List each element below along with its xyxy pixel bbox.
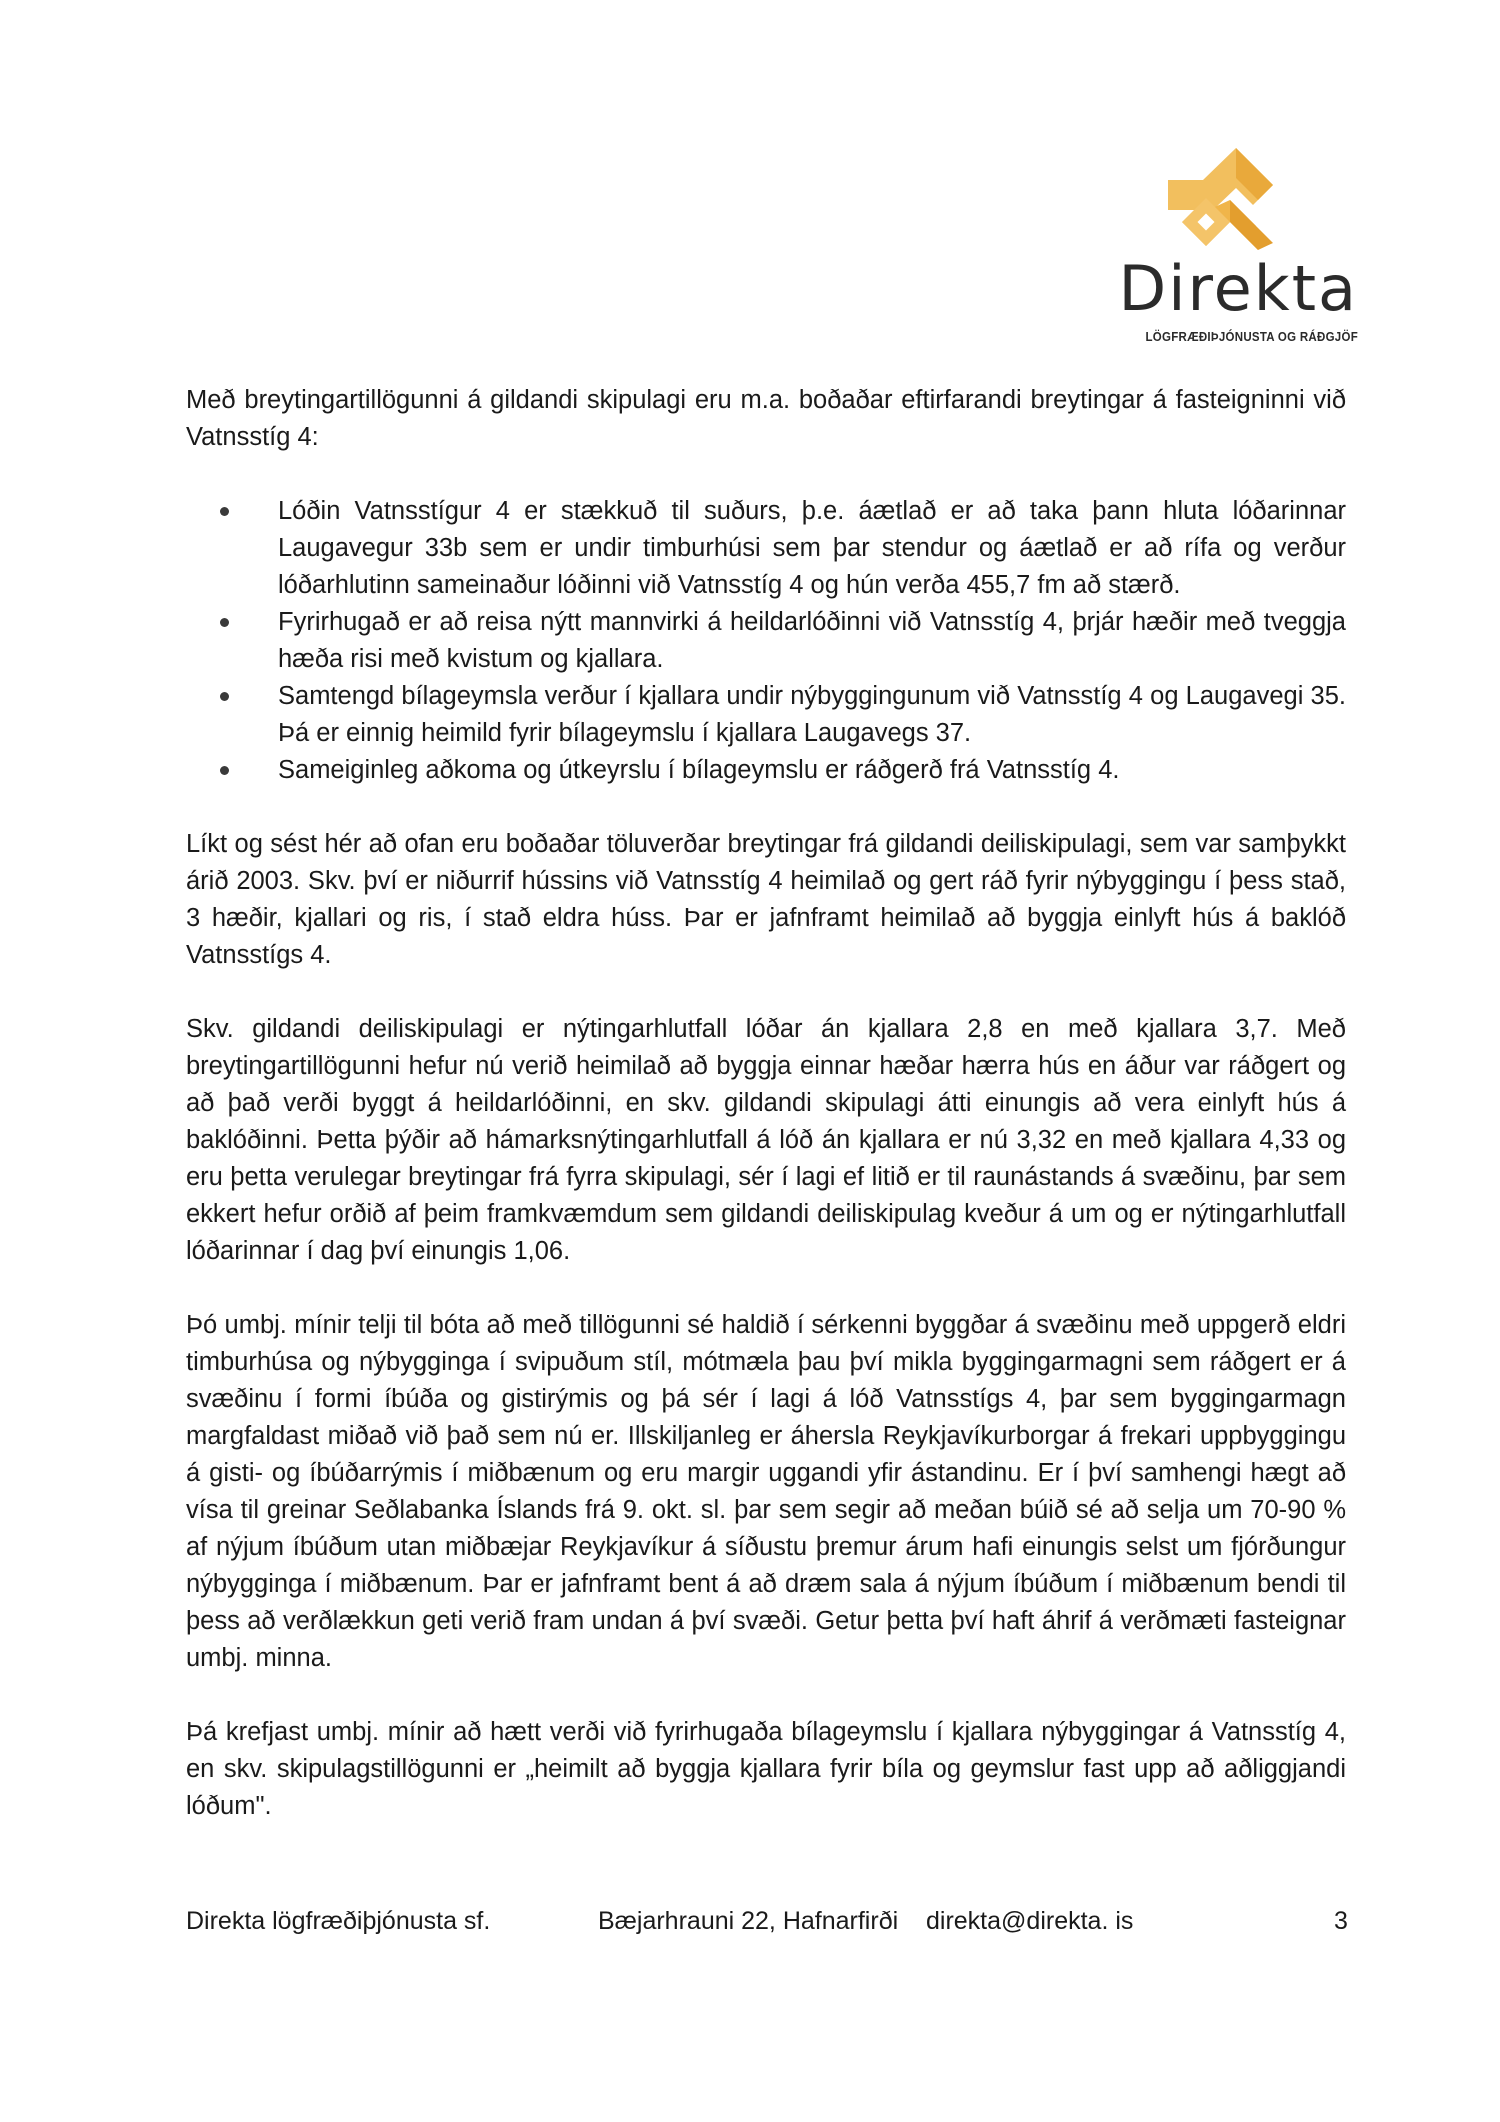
footer-company: Direkta lögfræðiþjónusta sf. — [186, 1907, 491, 1935]
footer-address: Bæjarhrauni 22, Hafnarfirði — [598, 1907, 899, 1935]
paragraph-utilization-ratio: Skv. gildandi deiliskipulagi er nýtingarhlutfall lóðar án kjallara 2,8 en með kjallara 3,7. Með breytingartillögunni hefur nú verið heimilað að byggja einnar hæðar hærra hús en áður var ráðgert og að það verði byggt á heildarlóðinni, en skv. gildandi skipulagi átti einungis að vera einlyft hús á baklóðinni. Þetta þýðir að hámarksnýtingarhlutfall á lóð án kjallara er nú 3,32 en með kjallara 4,33 og eru þetta verulegar breytingar frá fyrra skipulagi, sér í lagi ef litið er til raunástands á svæðinu, þar sem ekkert hefur orðið af þeim framkvæmdum sem gildandi deiliskipulag kveður á um og er nýtingarhlutfall lóðarinnar í dag því einungis 1,06. — [186, 1015, 1346, 1265]
bullet-icon — [220, 507, 229, 516]
list-item: Samtengd bílageymsla verður í kjallara undir nýbyggingunum við Vatnsstíg 4 og Laugavegi 35. Þá er einnig heimild fyrir bílageymslu í kjallara Laugavegs 37. — [278, 678, 1346, 752]
footer-email[interactable]: direkta@direkta. is — [926, 1907, 1134, 1935]
bullet-icon — [220, 692, 229, 701]
page-number: 3 — [1334, 1907, 1348, 1935]
logo-tagline: LÖGFRÆÐIÞJÓNUSTA OG RÁÐGJÖF — [1145, 330, 1358, 344]
change-list — [186, 493, 1346, 789]
logo-name: Direkta — [1118, 252, 1358, 325]
direkta-house-logo-icon — [1138, 140, 1308, 260]
letter-body — [186, 382, 1346, 1825]
company-logo — [1108, 140, 1358, 350]
list-item: Fyrirhugað er að reisa nýtt mannvirki á heildarlóðinni við Vatnsstíg 4, þrjár hæðir með tveggja hæða risi með kvistum og kjallara. — [278, 604, 1346, 678]
paragraph-zoning-changes: Líkt og sést hér að ofan eru boðaðar töluverðar breytingar frá gildandi deiliskipulagi, sem var samþykkt árið 2003. Skv. því er niðurrif hússins við Vatnsstíg 4 heimilað og gert ráð fyrir nýbyggingu í þess stað, 3 hæðir, kjallari og ris, í stað eldra húss. Þar er jafnframt heimilað að byggja einlyft hús á baklóð Vatnsstígs 4. — [186, 830, 1346, 969]
list-item: Lóðin Vatnsstígur 4 er stækkuð til suðurs, þ.e. áætlað er að taka þann hluta lóðarinnar Laugavegur 33b sem er undir timburhúsi sem þar stendur og áætlað er að rífa og verður lóðarhlutinn sameinaður lóðinni við Vatnsstíg 4 og hún verða 455,7 fm að stærð. — [278, 493, 1346, 604]
bullet-icon — [220, 618, 229, 627]
bullet-icon — [220, 766, 229, 775]
page-footer — [186, 1907, 1346, 1947]
intro-paragraph: Með breytingartillögunni á gildandi skipulagi eru m.a. boðaðar eftirfarandi breytingar á fasteigninni við Vatnsstíg 4: — [186, 386, 1346, 451]
list-item: Sameiginleg aðkoma og útkeyrslu í bílageymslu er ráðgerð frá Vatnsstíg 4. — [278, 752, 1346, 789]
paragraph-demand: Þá krefjast umbj. mínir að hætt verði við fyrirhugaða bílageymslu í kjallara nýbyggingar á Vatnsstíg 4, en skv. skipulagstillögunni er „heimilt að byggja kjallara fyrir bíla og geymslur fast upp að aðliggjandi lóðum". — [186, 1718, 1346, 1820]
paragraph-objection: Þó umbj. mínir telji til bóta að með tillögunni sé haldið í sérkenni byggðar á svæðinu með uppgerð eldri timburhúsa og nýbygginga í svipuðum stíl, mótmæla þau því mikla byggingarmagni sem ráðgert er á svæðinu í formi íbúða og gistirýmis og þá sér í lagi á lóð Vatnsstígs 4, þar sem byggingarmagn margfaldast miðað við það sem nú er. Illskiljanleg er áhersla Reykjavíkurborgar á frekari uppbyggingu á gisti- og íbúðarrýmis í miðbænum og eru margir uggandi yfir ástandinu. Er í því samhengi hægt að vísa til greinar Seðlabanka Íslands frá 9. okt. sl. þar sem segir að meðan búið sé að selja um 70-90 % af nýjum íbúðum utan miðbæjar Reykjavíkur á síðustu þremur árum hafi einungis selst um fjórðungur nýbygginga í miðbænum. Þar er jafnframt bent á að dræm sala á nýjum íbúðum í miðbænum bendi til þess að verðlækkun geti verið fram undan á því svæði. Getur þetta því haft áhrif á verðmæti fasteignar umbj. minna. — [186, 1311, 1346, 1672]
